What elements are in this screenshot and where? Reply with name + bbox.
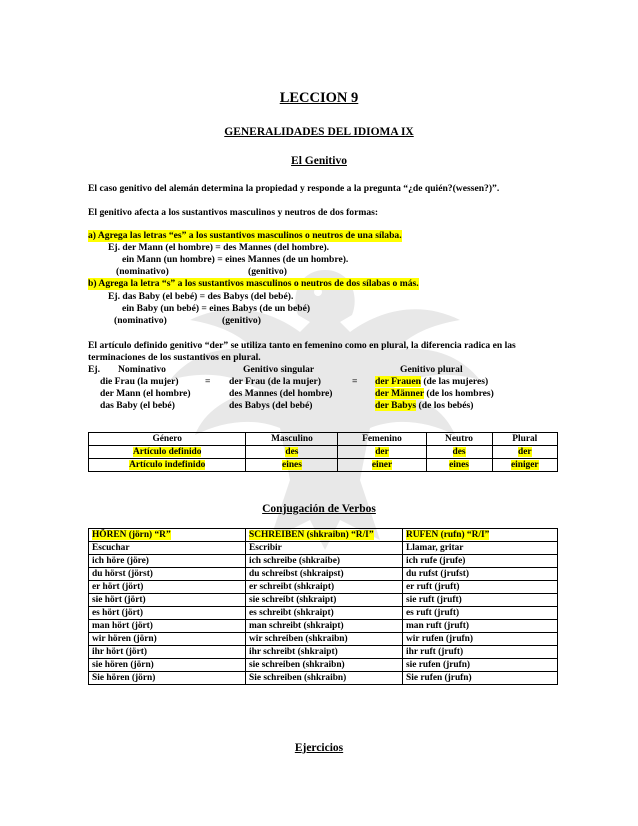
table-header-cell	[89, 529, 246, 542]
table-row	[89, 607, 558, 620]
example-row-gen-pl	[375, 388, 494, 400]
table-row	[89, 672, 558, 685]
verb-conjugation-table	[88, 528, 558, 685]
table-cell: wir rufen (jrufn)	[403, 633, 558, 646]
example-row-nom: der Mann (el hombre)	[100, 388, 191, 399]
table-cell	[246, 459, 338, 472]
table-cell: sie schreibt (shkraipt)	[246, 594, 403, 607]
table-cell-text: eines	[449, 460, 469, 470]
table-cell: Sie rufen (jrufn)	[403, 672, 558, 685]
example-row-gen-sg: des Babys (del bebé)	[229, 400, 313, 411]
table-cell	[492, 446, 557, 459]
table-cell-text: der	[375, 447, 389, 457]
table-cell	[246, 446, 338, 459]
table-cell: sie hört (jört)	[89, 594, 246, 607]
rule-a-genitivo-label: (genitivo)	[248, 266, 287, 277]
table-cell: er hört (jört)	[89, 581, 246, 594]
table-cell	[426, 459, 492, 472]
table-row	[89, 459, 558, 472]
rule-a-example-2: ein Mann (un hombre) = eines Mannes (de un hombre).	[122, 254, 349, 265]
table-cell: ihr ruft (jruft)	[403, 646, 558, 659]
table-cell: es schreibt (shkraipt)	[246, 607, 403, 620]
intro-paragraph-1: El caso genitivo del alemán determina la propiedad y responde a la pregunta “¿de quién?(wessen?)”.	[88, 183, 500, 194]
table-row	[89, 620, 558, 633]
table-row	[89, 633, 558, 646]
example-row-gen-pl-rest: (de los bebés)	[416, 400, 474, 411]
table-cell: es hört (jört)	[89, 607, 246, 620]
table-cell: wir hören (jörn)	[89, 633, 246, 646]
table-cell-text: Artículo definido	[132, 447, 202, 457]
rule-a-nominativo-label: (nominativo)	[116, 266, 169, 277]
table-cell-text: eines	[282, 460, 302, 470]
verb-header-schreiben: SCHREIBEN (shkraibn) “R/I”	[249, 530, 374, 540]
plural-note-line-1: El artículo definido genitivo “der” se utiliza tanto en femenino como en plural, la diferencia radica en las	[88, 340, 516, 351]
plural-note-line-2: terminaciones de los sustantivos en plural.	[88, 352, 261, 363]
examples-ej-label: Ej.	[88, 364, 100, 375]
table-cell: du rufst (jrufst)	[403, 568, 558, 581]
example-row-gen-sg: der Frau (de la mujer)	[229, 376, 322, 387]
table-header-cell: Masculino	[246, 433, 338, 446]
example-row-gen-pl	[375, 376, 488, 388]
example-row-nom: das Baby (el bebé)	[100, 400, 175, 411]
examples-gen-singular-head: Genitivo singular	[243, 364, 315, 375]
rule-b-nominativo-label: (nominativo)	[114, 315, 167, 326]
page-subtitle: GENERALIDADES DEL IDIOMA IX	[224, 126, 414, 138]
examples-gen-plural-head: Genitivo plural	[400, 364, 463, 375]
table-header-cell: Femenino	[338, 433, 426, 446]
table-row	[89, 581, 558, 594]
example-row-gen-pl-highlight: der Babys	[375, 400, 417, 411]
table-cell: wir schreiben (shkraibn)	[246, 633, 403, 646]
rule-b-example-1: Ej. das Baby (el bebé) = des Babys (del bebé).	[108, 291, 294, 302]
table-row	[89, 555, 558, 568]
table-cell: Sie hören (jörn)	[89, 672, 246, 685]
table-cell-text: einiger	[510, 460, 539, 470]
table-cell: ihr schreibt (shkraipt)	[246, 646, 403, 659]
rule-a-example-1: Ej. der Mann (el hombre) = des Mannes (del hombre).	[108, 242, 330, 253]
table-cell	[426, 446, 492, 459]
table-cell-text: einer	[371, 460, 393, 470]
table-cell: man ruft (jruft)	[403, 620, 558, 633]
table-cell	[89, 446, 246, 459]
table-cell: Escribir	[246, 542, 403, 555]
table-cell: er ruft (jruft)	[403, 581, 558, 594]
table-header-row	[89, 433, 558, 446]
table-cell-text: Artículo indefinido	[129, 460, 206, 470]
table-header-cell: Neutro	[426, 433, 492, 446]
table-cell: man hört (jört)	[89, 620, 246, 633]
table-cell	[338, 446, 426, 459]
table-cell: Llamar, gritar	[403, 542, 558, 555]
table-row	[89, 568, 558, 581]
table-cell: sie ruft (jruft)	[403, 594, 558, 607]
rule-b-genitivo-label: (genitivo)	[222, 315, 261, 326]
example-row-gen-sg: des Mannes (del hombre)	[229, 388, 333, 399]
table-header-row	[89, 529, 558, 542]
example-row-eq: =	[205, 376, 211, 387]
table-cell: ihr hört (jört)	[89, 646, 246, 659]
table-cell	[89, 459, 246, 472]
example-row-gen-pl-rest: (de los hombres)	[423, 388, 494, 399]
table-cell: du schreibst (shkraipst)	[246, 568, 403, 581]
table-cell: sie rufen (jrufn)	[403, 659, 558, 672]
gender-article-table	[88, 432, 558, 472]
verb-header-rufen: RUFEN (rufn) “R/I”	[406, 530, 490, 540]
table-cell: ich rufe (jrufe)	[403, 555, 558, 568]
page-title: LECCION 9	[279, 90, 359, 106]
rule-a-text: a) Agrega las letras “es” a los sustantivos masculinos o neutros de una sílaba.	[88, 230, 402, 241]
section-title-verbos: Conjugación de Verbos	[262, 503, 376, 515]
table-cell: er schreibt (shkraipt)	[246, 581, 403, 594]
table-header-cell	[403, 529, 558, 542]
table-cell-text: des	[452, 447, 466, 457]
rule-b-example-2: ein Baby (un bebé) = eines Babys (de un bebé)	[122, 303, 311, 314]
table-cell: Escuchar	[89, 542, 246, 555]
section-title-genitivo: El Genitivo	[291, 155, 347, 167]
table-cell: man schreibt (shkraipt)	[246, 620, 403, 633]
example-row-eq: =	[352, 376, 358, 387]
table-cell: ich höre (jöre)	[89, 555, 246, 568]
table-header-cell: Género	[89, 433, 246, 446]
table-row	[89, 659, 558, 672]
example-row-gen-pl	[375, 400, 473, 412]
table-cell: sie schreiben (shkraibn)	[246, 659, 403, 672]
example-row-gen-pl-highlight: der Männer	[375, 388, 424, 399]
table-cell: ich schreibe (shkraibe)	[246, 555, 403, 568]
example-row-gen-pl-highlight: der Frauen	[375, 376, 421, 387]
example-row-gen-pl-rest: (de las mujeres)	[420, 376, 489, 387]
table-cell	[338, 459, 426, 472]
table-cell: du hörst (jörst)	[89, 568, 246, 581]
table-cell	[492, 459, 557, 472]
table-cell: sie hören (jörn)	[89, 659, 246, 672]
example-row-nom: die Frau (la mujer)	[100, 376, 179, 387]
table-header-cell: Plural	[492, 433, 557, 446]
rule-b-text: b) Agrega la letra “s” a los sustantivos masculinos o neutros de dos sílabas o más.	[88, 278, 419, 289]
examples-nominativo-head: Nominativo	[118, 364, 166, 375]
table-row	[89, 542, 558, 555]
intro-paragraph-2: El genitivo afecta a los sustantivos masculinos y neutros de dos formas:	[88, 207, 379, 218]
table-row	[89, 446, 558, 459]
table-cell-text: des	[285, 447, 299, 457]
table-header-cell	[246, 529, 403, 542]
table-row	[89, 646, 558, 659]
exercises-heading: Ejercicios	[294, 742, 344, 754]
table-cell: Sie schreiben (shkraibn)	[246, 672, 403, 685]
table-cell-text: der	[518, 447, 532, 457]
verb-header-horen: HÖREN (jörn) “R”	[92, 530, 171, 540]
table-row	[89, 594, 558, 607]
table-cell: es ruft (jruft)	[403, 607, 558, 620]
